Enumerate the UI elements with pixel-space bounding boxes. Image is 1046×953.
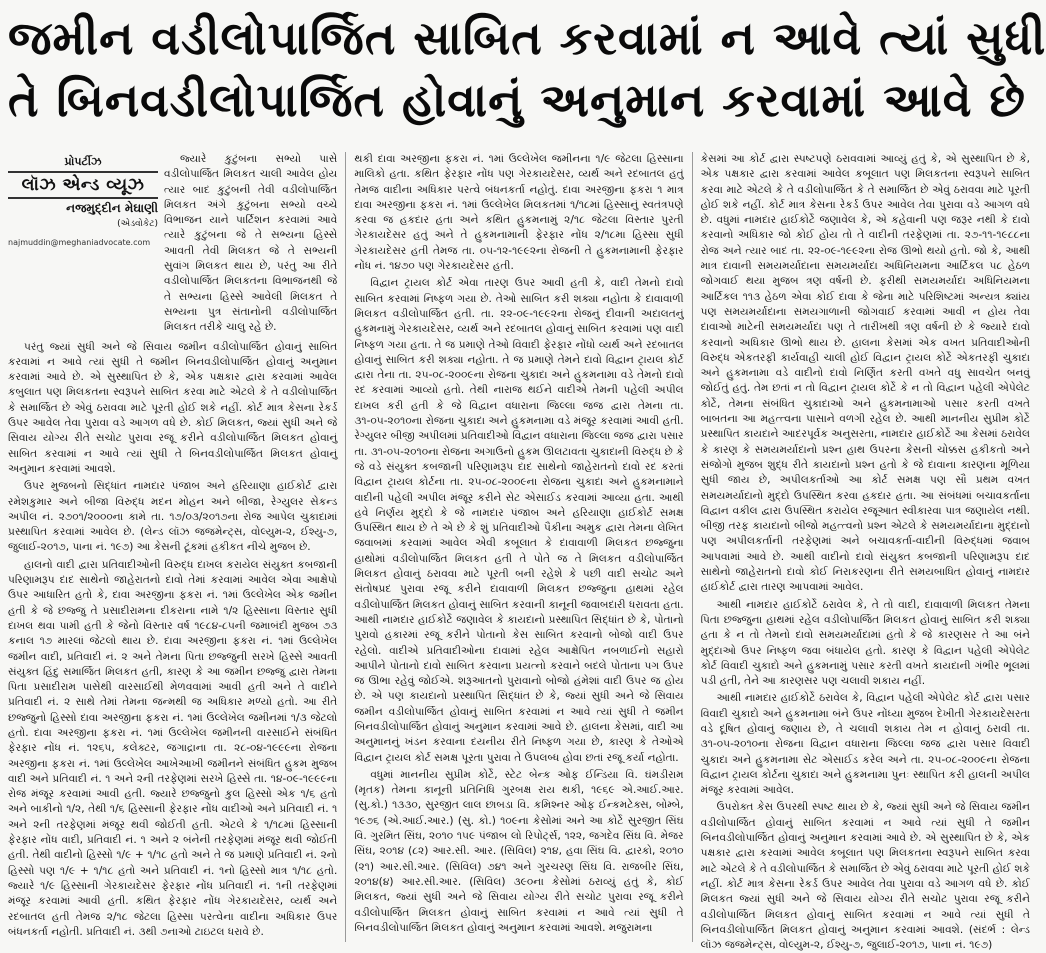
author-email[interactable]: najmuddin@meghaniadvocate.com: [8, 237, 151, 247]
article-columns: [8, 152, 1030, 952]
author-name: નજમુદ્દીન મેઘાણી: [66, 201, 158, 216]
headline-line-2: તે બિનવડીલોપાર્જિત હોવાનું અનુમાન કરવામાં આવે છે: [8, 73, 1026, 127]
article-column-3: [700, 152, 1030, 952]
paragraph: ઉપર મુજબનો સિદ્ધાંત નામદાર પંજાબ અને હરિયાણા હાઈકોર્ટ દ્વારા રમેશકુમાર અને બીજા વિરુદ્ધ મદન મોહન અને બીજા, રેગ્યુલર સેકન્ડ અપીલ નં. ૨૭૦૧/૨૦૦૦ના કામે તા. ૧૭/૦૩/૨૦૧૭ના રોજ આપેલ ચુકાદામાં પ્રસ્થાપિત કરવામાં આવેલ છે. (લેન્ડ લૉઝ જજમેન્ટ્સ, વોલ્યુમ-૨, ઈશ્યુ-૭, જુલાઈ-૨૦૧૭, પાના નં. ૧૯૭) આ કેસની ટૂંકમાં હકીકત નીચે મુજબ છે.: [8, 480, 338, 554]
paragraph: આથી નામદાર હાઈકોર્ટે ઠરાવેલ કે, તે તો વાદી, દાવાવાળી મિલકત તેમના પિતા છજ્જુના હાથમાં રહેલ વડીલોપાર્જિત મિલકત હોવાનું સાબિત કરી શક્યા હતા કે ન તો તેમનો દાવો સમયમર્યાદામાં હતો કે જે કારણસર તે આ બંને મુદ્દાઓ ઉપર નિષ્ફળ જવા બંધાયેલ હતો. કારણ કે વિદ્વાન પહેલી એપેલેટ કોર્ટ વિવાદી ચુકાદો અને હુકમનામું પસાર કરતી વખતે કાયદાની ગંભીર ભૂલમાં પડી હતી, તેને આ કારણસર પણ ચલાવી શકાય નહીં.: [700, 598, 1030, 688]
divider: [8, 197, 158, 199]
column-rule: [345, 152, 346, 942]
paragraph: જ્યારે કુટુંબના સભ્યો પાસે વડીલોપાર્જિત મિલકત ચાલી આવેલ હોય ત્યાર બાદ કુટુંબની તેવી વડીલોપાર્જિત મિલકત અંગે કુટુંબના સભ્યો વચ્ચે વિભાજન યાને પાર્ટિશન કરવામાં આવે ત્યારે કુટુંબના જે તે સભ્યના હિસ્સે આવતી તેવી મિલકત જે તે સભ્યની સુવાંગ મિલકત થાય છે, પરંતુ આ રીતે વડીલોપાર્જિત મિલકતના વિભાજનથી જે તે સભ્યના હિસ્સે આવેલી મિલકત તે સભ્યના પુત્ર સંતાનોની વડીલોપાર્જિત મિલકત તરીકે ચાલુ રહે છે.: [164, 153, 338, 334]
paragraph: થકી દાવા અરજીના ફકરા નં. ૧માં ઉલ્લેખેલ જમીનના ૧/૯ જેટલા હિસ્સાના માલિકો હતા. કથિત ફેરફાર નોંધ પણ ગેરકાયદેસર, વ્યર્થ અને રદબાતલ હતું તેમજ વાદીના અધિકાર પરત્વે બંધનકર્તા નહોતું. દાવા અરજીના ફકરા ૧ માત્ર દાવા અરજીના ફકરા નં. ૧માં ઉલ્લેખેલ મિલકતમાં ૧/૧૮માં હિસ્સાનું સ્વતંત્રપણે કરવા જ હકદાર હતા અને કથિત હુકમનામું ૨/૧૮ જેટલા વિસ્તાર પુરતી ગેરકાયદેસર હતું અને તે હુકમનામાની ફેરફાર નોંધ ૨/૧૮મા હિસ્સા સુધી ગેરકાયદેસર હતી તેમજ તા. ૦૫-૧૨-૧૯૯૨ના રોજની તે હુકમનામાની ફેરફાર નોંધ નં. ૧૪૭૦ પણ ગેરકાયદેસર હતી.: [354, 153, 684, 273]
column-header: [8, 152, 158, 336]
paragraph: ઉપરોક્ત કેસ ઉપરથી સ્પષ્ટ થાય છે કે, જ્યાં સુધી અને જે સિવાય જમીન વડીલોપાર્જિત હોવાનું સાબિત કરવામાં ન આવે ત્યાં સુધી તે જમીન બિનવડીલોપાર્જિત હોવાનું અનુમાન કરવામાં આવે છે. એ સુસ્થાપિત છે કે, એક પક્ષકાર દ્વારા કરવામાં આવેલ કબૂલાત પણ મિલકતના સ્વરૂપને સાબિત કરવા માટે એટલે કે તે વડીલોપાર્જિત કે સમાર્જિત છે એવું ઠરાવવા માટે પૂરતી હોઈ શકે નહીં. કોર્ટ માત્ર કેસના રેકર્ડ ઉપર આવેલ તેવા પુરાવા વડે આગળ વધે છે. કોઈ મિલકત જ્યાં સુધી અને જે સિવાય યોગ્ય રીતે સચોટ પુરાવા રજૂ કરીને વડીલોપાર્જિત મિલકત હોવાનું સાબિત કરવામાં ન આવે ત્યાં સુધી તે બિનવડીલોપાર્જિત મિલકત હોવાનું અનુમાન કરવામાં આવશે. (સંદર્ભ : લેન્ડ લૉઝ જજમેન્ટ્સ, વોલ્યુમ-૨, ઈશ્યુ-૭, જુલાઈ-૨૦૧૭, પાના નં. ૧૯૭): [700, 801, 1030, 952]
paragraph: આથી નામદાર હાઈકોર્ટે ઠરાવેલ કે, વિદ્વાન પહેલી એપેલેટ કોર્ટ દ્વારા પસાર વિવાદી ચુકાદો અને હુકમનામા બંને ઉપર નોંધ્યા મુજબ દેખીતી ગેરકાયદેસરતા વડે દૂષિત હોવાનું જણાય છે, તે ચલાવી શકાય તેમ ન હોવાનું ઠરાવી તા. ૩૧-૦૫-૨૦૧૦ના રોજના વિદ્વાન વધારાના જિલ્લા જજ દ્વારા પસાર વિવાદી ચુકાદા અને હુકમનામા સેટ એસાઈડ કરેલ અને તા. ૨૫-૦૮-૨૦૦૯ના રોજના વિદ્વાન ટ્રાયલ કોર્ટના ચુકાદા અને હુકમનામા પુનઃ સ્થાપિત કરી હાલની અપીલ મંજૂર કરવામાં આવેલ.: [700, 692, 1030, 797]
column-category: પ્રોપર્ટીઝ: [64, 155, 102, 168]
paragraph: વધુમાં માનનીય સુપ્રીમ કોર્ટે, સ્ટેટ બેન્ક ઓફ ઈન્ડિયા વિ. ઘંમડીરામ (મૃતક) તેમના કાનૂની પ્રતિનિધિ ગુરબક્ષ રાય થકી, ૧૯૬૯ એ.આઈ.આર. (સુ.કો.) ૧૩૩૦, સુરજીત લાલ છાબડા વિ. કમિશ્નર ઓફ ઈન્કમટેક્સ, બોમ્બે, ૧૯૭૬ (એ.આઈ.આર.) (સુ. કો.) ૧૦૯ના કેસોમાં અને આ કોર્ટે સુરજીત સિંઘ વિ. ગુરમિત સિંઘ, ૨૦૧૦ ૧૫૯ પંજાબ લો રિપોર્ટ્સ, ૧૨૨, જગદેવ સિંઘ વિ. મેજર સિંઘ, ૨૦૧૪ (૮૨) આર.સી. આર. (સિવિલ) ૨૧૪, હવા સિંઘ વિ. દ્વારકો, ૨૦૧૦ (૨૧) આર.સી.આર. (સિવિલ) ૭૪૧ અને ગુરચરણ સિંઘ વિ. રાજબીર સિંઘ, ૨૦૧૪(૪) આર.સી.આર. (સિવિલ) ૩૯૦ના કેસોમાં ઠરાવ્યું હતું કે, કોઈ મિલકત, જ્યાં સુધી અને જે સિવાય યોગ્ય રીતે સચોટ પુરાવા રજૂ કરીને વડીલોપાર્જિત મિલકત હોવાનું સાબિત કરવામાં ન આવે ત્યાં સુધી તે બિનવડીલોપાર્જિત મિલકત હોવાનું અનુમાન કરવામાં આવશે. મજુરામના: [354, 768, 684, 934]
divider: [8, 171, 158, 173]
paragraph: પરંતુ જ્યાં સુધી અને જે સિવાય જમીન વડીલોપાર્જિત હોવાનું સાબિત કરવામાં ન આવે ત્યાં સુધી તે જમીન બિનવડીલોપાર્જિત હોવાનું અનુમાન કરવામાં આવે છે. એ સુસ્થાપિત છે કે, એક પક્ષકાર દ્વારા કરવામાં આવેલ કબુલાત પણ મિલકતના સ્વરૂપને સાબિત કરવા માટે એટલે કે તે વડીલોપાર્જિત કે સમાર્જિત છે એવું ઠરાવવા માટે પૂરતી હોઈ શકે નહીં. કોર્ટ માત્ર કેસના રેકર્ડ ઉપર આવેલ તેવા પુરાવા વડે આગળ વધે છે. કોઈ મિલકત, જ્યાં સુધી અને જે સિવાય યોગ્ય રીતે સચોટ પુરાવા રજૂ કરીને વડીલોપાર્જિત મિલકત હોવાનું સાબિત કરવામાં ન આવે ત્યાં સુધી તે બિનવડીલોપાર્જિત મિલકત હોવાનું અનુમાન કરવામાં આવશે.: [8, 340, 338, 475]
author-role: (એડવોકેટ): [117, 218, 158, 229]
column-rule: [692, 152, 693, 942]
article-column-1: [8, 152, 337, 942]
paragraph: હાલનો વાદી દ્વારા પ્રતિવાદીઓની વિરુદ્ધ દાખલ કરાયેલ સંયુક્ત કબજાની પરિણામરૂપ દાદ સાથેનો જાહેરાતનો દાવો તેમાં કરવામાં આવેલ એવા આક્ષેપો ઉપર આધારિત હતો કે, દાવા અરજીના ફકરા નં. ૧માં ઉલ્લેખેલ એક જમીન હતી કે જે છજ્જુ તે પ્રસાદીરામના દીકરાના નામે ૧/૨ હિસ્સાના વિસ્તાર સુધી દાખલ થવા પામી હતી કે જેનો વિસ્તાર વર્ષ ૧૯૮૪-૮૫ની જમાબંદી મુજબ ૭૩ કનાલ ૧૭ મારલાં જેટલો થાય છે. દાવા અરજીના ફકરા નં. ૧માં ઉલ્લેખેલ જમીન વાદી, પ્રતિવાદી નં. ૨ અને તેમના પિતા છજ્જુની સરખે હિસ્સે આવતી સંયુક્ત હિંદુ સમાર્જિત મિલકત હતી, કારણ કે આ જમીન છજ્જુ દ્વારા તેમના પિતા પ્રસાદીરામ પાસેથી વારસાઈથી મેળવવામાં આવી હતી અને તે વાદીને પ્રતિવાદી નં. ૨ સાથે તેમાં તેમના જન્મથી જ અધિકાર મળ્યો હતો. આ રીતે છજ્જુનો હિસ્સો દાવા અરજીના ફકરા નં. ૧માં ઉલ્લેખેલ જમીનમાં ૧/૩ જેટલો હતો. દાવા અરજીના ફકરા નં. ૧માં ઉલ્લેખેલ જમીનની વારસાઈને સંબંધિત ફેરફાર નોંધ નં. ૧૨૬૫, કલેક્ટર, જગાદ્રાના તા. ૨૮-૦૪-૧૯૯૯ના રોજના અરજીના ફકરા નં. ૧માં ઉલ્લેખેલ આખેઆખી જમીનને સંબંધિત હુકમ મુજબ વાદી અને પ્રતિવાદી નં. ૧ અને ૨ની તરફેણમાં સરખે હિસ્સે તા. ૧૪-૦૯-૧૯૯૯ના રોજ મંજૂર કરવામાં આવી હતી. જ્યારે છજ્જુનો કુલ હિસ્સો એક ૧/૬ હતો અને બાકીનો ૧/૨, તેથી ૧/૬ હિસ્સાની ફેરફાર નોંધ વાદીઓ અને પ્રતિવાદી નં. ૧ અને ૨ની તરફેણમાં મંજૂર થવી જોઈતી હતી. એટલે કે ૧/૧૮માં હિસ્સાની ફેરફાર નોંધ વાદી, પ્રતિવાદી નં. ૧ અને ૨ બંનેની તરફેણમાં મંજૂર થવી જોઈતી હતી. તેથી વાદીનો હિસ્સો ૧/૯ + ૧/૧૮ હતો અને તે જ પ્રમાણે પ્રતિવાદી નં. ૨નો હિસ્સો પણ ૧/૯ + ૧/૧૮ હતો અને પ્રતિવાદી નં. ૧નો હિસ્સો માત્ર ૧/૧૮ હતો. જ્યારે ૧/૯ હિસ્સાની ગેરકાયદેસર ફેરફાર નોંધ પ્રતિવાદી નં. ૧ની તરફેણમાં મંજૂર કરવામાં આવી હતી. કથિત ફેરફાર નોંધ ગેરકાયદેસર, વ્યર્થ અને રદબાતલ હતી તેમજ ૨/૧૮ જેટલા હિસ્સા પરત્વેના વાદીના અધિકાર ઉપર બંધનકર્તા નહોતી. પ્રતિવાદી નં. ૩થી ૭નાઓ ટાઇટલ ધરાવે છે.: [8, 558, 338, 938]
byline: [8, 152, 337, 336]
article-column-2: [354, 152, 683, 942]
paragraph: કેસમાં આ કોર્ટ દ્વારા સ્પષ્ટપણે ઠરાવવામાં આવ્યું હતું કે, એ સુસ્થાપિત છે કે, એક પક્ષકાર દ્વારા કરવામાં આવેલ કબૂલાત પણ મિલકતના સ્વરૂપને સાબિત કરવા માટે એટલે કે તે વડીલોપાર્જિત કે તે સમાર્જિત છે એવું ઠરાવવા માટે પૂરતી હોઈ શકે નહીં. કોર્ટ માત્ર કેસના રેકર્ડ ઉપર આવેલ તેવા પુરાવા વડે આગળ વધે છે. વધુમાં નામદાર હાઈકોર્ટે જણાવેલ કે, એ કહેવાની પણ જરૂર નથી કે દાવો કરવાનો અધિકાર જો કોઈ હોય તો તે વાદીની તરફેણમાં તા. ૨૭-૧૧-૧૯૮૮ના રોજ અને ત્યાર બાદ તા. ૨૨-૦૯-૧૯૯૨ના રોજ ઊભો થયો હતો. જો કે, આથી માત્ર દાવાની સમયમર્યાદાના સમયમર્યાદા અધિનિયમના આર્ટિકલ ૫૮ હેઠળ જોગવાઈ થયા મુજબ ત્રણ વર્ષની છે. ફરીથી સમયમર્યાદા અધિનિયમના આર્ટિકલ ૧૧૩ હેઠળ એવા કોઈ દાવા કે જેના માટે પરિશિષ્ટમાં અન્યત્ર ક્યાંય પણ સમયમર્યાદાના સમયગાળાની જોગવાઈ કરવામાં આવી ન હોય તેવા દાવાઓ માટેની સમયમર્યાદા પણ તે તારીખથી ત્રણ વર્ષની છે કે જ્યારે દાવો કરવાનો અધિકાર ઊભો થાય છે. હાલના કેસમાં એક વખત પ્રતિવાદીઓની વિરુદ્ધ એકતરફી કાર્યવાહી ચાલી હોઈ વિદ્વાન ટ્રાયલ કોર્ટે એકતરફી ચુકાદા અને હુકમનામા વડે વાદીનો દાવો નિર્ણિત કરતી વખતે વધુ સાવચેત બનવું જોઈતું હતું. તેમ છતાં ન તો વિદ્વાન ટ્રાયલ કોર્ટે કે ન તો વિદ્વાન પહેલી એપેલેટ કોર્ટે, તેમના સંબંધિત ચુકાદાઓ અને હુકમનામાઓ પસાર કરતી વખતે બાબતના આ મહત્ત્વના પાસાને વળગી રહેલ છે. આથી માનનીય સુપ્રીમ કોર્ટે પ્રસ્થાપિત કાયદાને આદરપૂર્વક અનુસરતા, નામદાર હાઈકોર્ટે આ કેસમાં ઠરાવેલ કે કારણ કે સમયમર્યાદાનો પ્રશ્ન હાથ ઉપરના કેસની ચોક્કસ હકીકતો અને સંજોગો મુજબ શુદ્ધ રીતે કાયદાનો પ્રશ્ન હતો કે જે દાવાના કારણના મૂળિયા સુધી જાય છે, અપીલકર્તાઓ આ કોર્ટ સમક્ષ પણ સૌ પ્રથમ વખત સમયમર્યાદાનો મુદ્દો ઉપસ્થિત કરવા હકદાર હતા. આ સંબંધમાં બચાવકર્તાના વિદ્વાન વકીલ દ્વારા ઉપસ્થિત કરાયેલ રજૂઆત સ્વીકારવા પાત્ર જણાયેલ નથી. બીજી તરફ કાયદાનો બીજો મહત્ત્વનો પ્રશ્ન એટલે કે સમયમર્યાદાના મુદ્દાનો પણ અપીલકર્તાની તરફેણમાં અને બચાવકર્તા-વાદીની વિરુદ્ધમાં જવાબ આપવામાં આવે છે. આથી વાદીનો દાવો સંયુક્ત કબજાની પરિણામરૂપ દાદ સાથેનો જાહેરાતનો દાવો કોઈ નિરાકરણના રીતે સમયબાધિત હોવાનું નામદાર હાઈકોર્ટ દ્વારા તારણ આપવામાં આવેલ.: [700, 153, 1030, 594]
column-name: લૉઝ એન્ડ વ્યૂઝ: [21, 175, 145, 196]
headline-line-1: જમીન વડીલોપાર્જિત સાબિત કરવામાં ન આવે ત્યાં સુધી: [8, 11, 1046, 65]
paragraph: વિદ્વાન ટ્રાયલ કોર્ટ એવા તારણ ઉપર આવી હતી કે, વાદી તેમનો દાવો સાબિત કરવામાં નિષ્ફળ ગયા છે. તેઓ સાબિત કરી શક્યા નહોતા કે દાવાવાળી મિલકત વડીલોપાર્જિત હતી. તા. ૨૨-૦૯-૧૯૯૨ના રોજનું દીવાની અદાલતનું હુકમનામું ગેરકાયદેસર, વ્યર્થ અને રદબાતલ હોવાનું સાબિત કરવામાં પણ વાદી નિષ્ફળ ગયા હતા. તે જ પ્રમાણે તેઓ વિવાદી ફેરફાર નોંધો વ્યર્થ અને રદબાતલ હોવાનું સાબિત કરી શક્યા નહોતા. તે જ પ્રમાણે તેમને દાવો વિદ્વાન ટ્રાયલ કોર્ટ દ્વારા તેના તા. ૨૫-૦૮-૨૦૦૯ના રોજના ચુકાદા અને હુકમનામા વડે તેમનો દાવો રદ કરવામાં આવ્યો હતો. તેથી નારાજ થઈને વાદીએ તેમની પહેલી અપીલ દાખલ કરી હતી કે જે વિદ્વાન વધારાના જિલ્લા જજ દ્વારા તેમના તા. ૩૧-૦૫-૨૦૧૦ના રોજના ચુકાદા અને હુકમનામા વડે મંજૂર કરવામાં આવી હતી. રેગ્યુલર બીજી અપીલમાં પ્રતિવાદીઓ વિદ્વાન વધારાના જિલ્લા જજ દ્વારા પસાર તા. ૩૧-૦૫-૨૦૧૦ના રોજના અગાઉનો હુકમ ઊલટાવતા ચુકાદાની વિરુદ્ધ છે કે જે વડે સંયુક્ત કબજાની પરિણામરૂપ દાદ સાથેનો જાહેરાતનો દાવો રદ કરતાં વિદ્વાન ટ્રાયલ કોર્ટના તા. ૨૫-૦૮-૨૦૦૯ના રોજના ચુકાદા અને હુકમનામાને વાદીની પહેલી અપીલ મંજૂર કરીને સેટ એસાઈડ કરવામાં આવ્યા હતા. આથી હવે નિર્ણય મુદ્દો કે જે નામદાર પંજાબ અને હરિયાણા હાઈકોર્ટ સમક્ષ ઉપસ્થિત થાય છે તે એ છે કે શું પ્રતિવાદીઓ પૈકીના અમુક દ્વારા તેમના લેખિત જવાબમાં કરવામાં આવેલ એવી કબૂલાત કે દાવાવાળી મિલકત છજ્જુના હાથોમાં વડીલોપાર્જિત મિલકત હતી તે પોતે જ તે મિલકત વડીલોપાર્જિત મિલકત હોવાનું ઠરાવવા માટે પૂરતી બની રહેશે કે પછી વાદી સચોટ અને સંતોષપ્રદ પુરાવા રજૂ કરીને દાવાવાળી મિલકત છજ્જુના હાથમાં રહેલ વડીલોપાર્જિત મિલકત હોવાનું સાબિત કરવાની કાનૂની જવાબદારી ધરાવતા હતા. આથી નામદાર હાઈકોર્ટે જણાવેલ કે કાયદાનો પ્રસ્થાપિત સિદ્ધાંત છે કે, પોતાનો પુરાવો હકારમાં રજૂ કરીને પોતાનો કેસ સાબિત કરવાનો બોજો વાદી ઉપર રહેલો. વાદીએ પ્રતિવાદીઓના દાવામાં રહેલ આક્ષેપિત નબળાઈનો સહારો આપીને પોતાનો દાવો સાબિત કરવાના પ્રયત્નો કરવાને બદલે પોતાના પગ ઉપર જ ઊભા રહેવું જોઈએ. શરૂઆતનો પુરાવાનો બોજો હંમેશાં વાદી ઉપર જ હોય છે. એ પણ કાયદાનો પ્રસ્થાપિત સિદ્ધાંત છે કે, જ્યાં સુધી અને જે સિવાય જમીન વડીલોપાર્જિત હોવાનું સાબિત કરવામાં ન આવે ત્યાં સુધી તે જમીન બિનવડીલોપાર્જિત હોવાનું અનુમાન કરવામાં આવે છે. હાલના કેસમાં, વાદી આ અનુમાનનું ખંડન કરવાના દયનીય રીતે નિષ્ફળ ગયા છે, કારણ કે તેઓએ વિદ્વાન ટ્રાયલ કોર્ટ સમક્ષ પૂરતા પુરાવા તે ઉપલબ્ધ હોવા છતાં રજૂ કર્યા નહોતા.: [354, 277, 684, 764]
